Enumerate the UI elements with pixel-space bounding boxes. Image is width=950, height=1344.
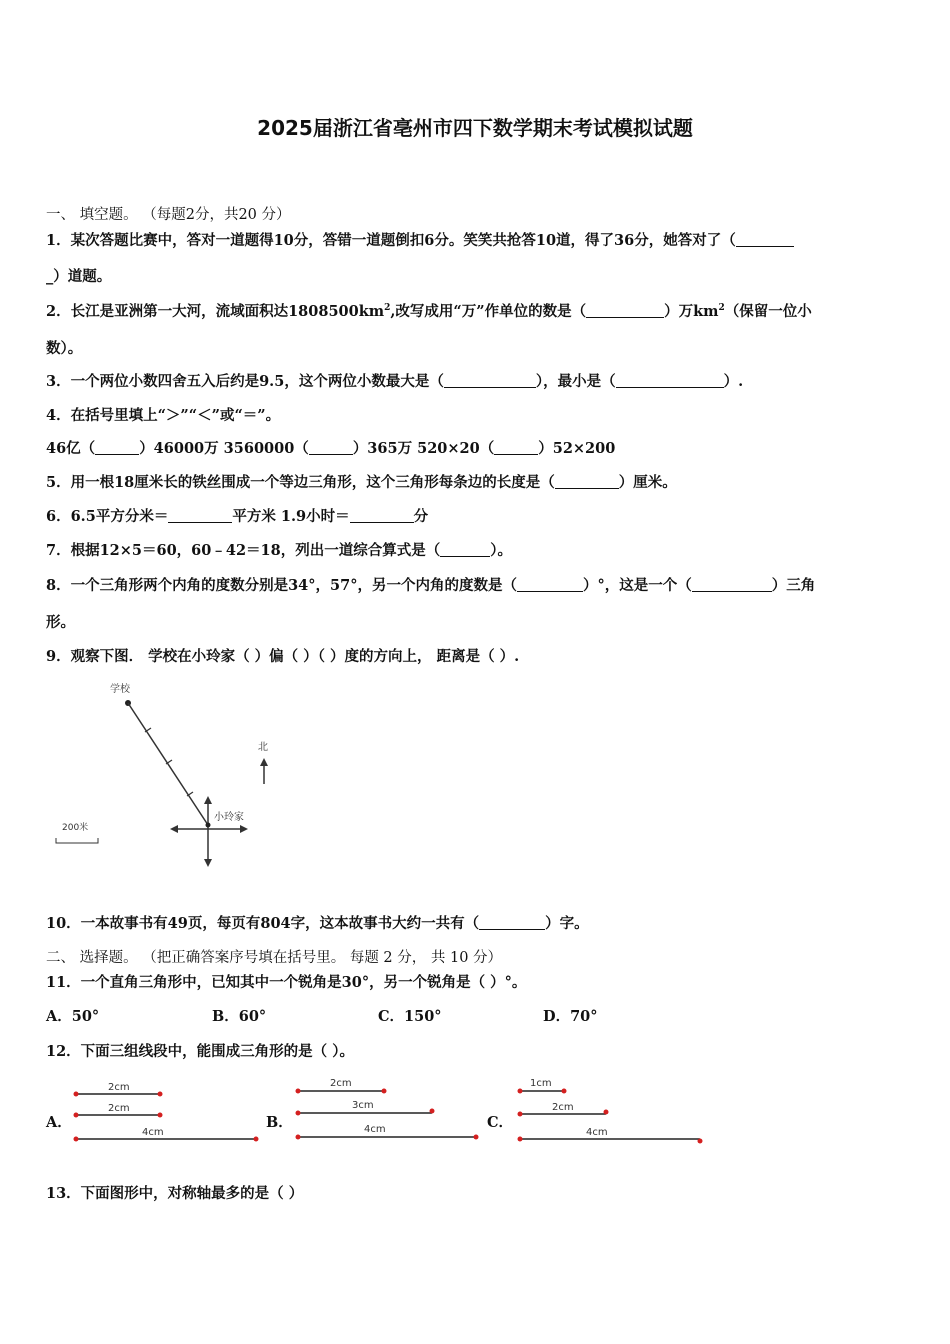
question-1: 1．某次答题比赛中，答对一道题得10分，答错一道题倒扣6分。笑笑共抢答10道，得了36分，她答对了（ [46, 229, 794, 250]
section-1-heading: 一、 填空题。 （每题2分，共20 分） [46, 207, 291, 223]
seg-c2-end-dot [604, 1110, 609, 1115]
home-label: 小玲家 [214, 812, 244, 823]
question-2-cont: 数）。 [46, 340, 83, 357]
axis-right-arrowhead [240, 825, 248, 833]
question-6: 6．6.5平方分米＝ 平方米 1.9小时＝ 分 [46, 508, 429, 525]
question-4: 4．在括号里填上“＞”“＜”或“＝”。 [46, 407, 281, 424]
seg-c2-label: 2cm [552, 1102, 574, 1113]
axis-up-arrowhead [204, 796, 212, 804]
north-label: 北 [258, 742, 268, 753]
seg-b3-label: 4cm [364, 1124, 386, 1135]
axis-left-arrowhead [170, 825, 178, 833]
school-path-line [128, 703, 208, 825]
scale-bar [56, 838, 98, 843]
page-title: 2025届浙江省亳州市四下数学期末考试模拟试题 [257, 116, 693, 140]
question-10: 10．一本故事书有49页，每页有804字，这本故事书大约一共有（ ）字。 [46, 915, 589, 932]
q12-option-a-figure [70, 1072, 260, 1150]
question-8: 8．一个三角形两个内角的度数分别是34°，57°，另一个内角的度数是（ ）°，这是一个（ ）三角 [46, 577, 816, 594]
seg-a3-label: 4cm [142, 1127, 164, 1138]
seg-a1-end-dot [158, 1092, 163, 1097]
seg-c1-label: 1cm [530, 1078, 552, 1089]
seg-b3-start-dot [296, 1135, 301, 1140]
q12-option-c-figure [514, 1070, 708, 1150]
seg-c2-start-dot [518, 1112, 523, 1117]
question-8-cont: 形。 [46, 614, 75, 631]
q12-option-c-label: C． [487, 1114, 514, 1131]
seg-c3-start-dot [518, 1137, 523, 1142]
q12-option-a-label: A． [46, 1114, 72, 1131]
seg-c3-end-dot [698, 1139, 703, 1144]
seg-b1-end-dot [382, 1089, 387, 1094]
question-12: 12．下面三组线段中，能围成三角形的是（ ）。 [46, 1043, 354, 1060]
q11-option-a: A．50° [46, 1008, 100, 1025]
seg-c1-end-dot [562, 1089, 567, 1094]
question-9: 9．观察下图． 学校在小玲家（ ）偏（ ）（ ）度的方向上， 距离是（ ）. [46, 648, 520, 665]
seg-c3-label: 4cm [586, 1127, 608, 1138]
question-2: 2．长江是亚洲第一大河，流域面积达$1808500km^2$,改写成用“万”作单位的数是（ ）万$km^2$（保留一位小 [46, 303, 812, 320]
q12-option-b-figure [292, 1070, 482, 1148]
section-2-heading: 二、 选择题。 （把正确答案序号填在括号里。 每题 2 分， 共 10 分） [46, 950, 503, 966]
question-5: 5．用一根18厘米长的铁丝围成一个等边三角形，这个三角形每条边的长度是（ ）厘米。 [46, 474, 677, 491]
home-point [206, 823, 211, 828]
seg-a3-end-dot [254, 1137, 259, 1142]
q12-option-b-label: B． [266, 1114, 293, 1131]
q9-direction-figure [40, 670, 300, 875]
school-label: 学校 [110, 684, 130, 695]
seg-b1-start-dot [296, 1089, 301, 1094]
seg-a2-start-dot [74, 1113, 79, 1118]
north-arrowhead [260, 758, 268, 766]
seg-b3-end-dot [474, 1135, 479, 1140]
seg-c1-start-dot [518, 1089, 523, 1094]
seg-b1-label: 2cm [330, 1078, 352, 1089]
question-4-items: 46亿（ ）46000万 3560000（ ）365万 520×20（ ）52×200 [46, 440, 616, 457]
seg-b2-label: 3cm [352, 1100, 374, 1111]
q11-option-c: C．150° [378, 1008, 442, 1025]
q11-option-b: B．60° [212, 1008, 267, 1025]
question-11: 11．一个直角三角形中，已知其中一个锐角是30°，另一个锐角是（ ）°。 [46, 974, 527, 991]
seg-a2-label: 2cm [108, 1103, 130, 1114]
seg-a2-end-dot [158, 1113, 163, 1118]
scale-label: 200米 [62, 823, 89, 833]
question-13: 13．下面图形中，对称轴最多的是（ ） [46, 1185, 304, 1202]
seg-b2-end-dot [430, 1109, 435, 1114]
axis-down-arrowhead [204, 859, 212, 867]
question-3: 3．一个两位小数四舍五入后约是9.5，这个两位小数最大是（ ），最小是（ ）. [46, 373, 744, 390]
seg-b2-start-dot [296, 1111, 301, 1116]
question-1-cont: _）道题。 [46, 268, 112, 285]
seg-a3-start-dot [74, 1137, 79, 1142]
seg-a1-label: 2cm [108, 1082, 130, 1093]
q11-option-d: D．70° [543, 1008, 598, 1025]
question-7: 7．根据12×5＝60，60﹣42＝18，列出一道综合算式是（ ）。 [46, 542, 512, 559]
seg-a1-start-dot [74, 1092, 79, 1097]
